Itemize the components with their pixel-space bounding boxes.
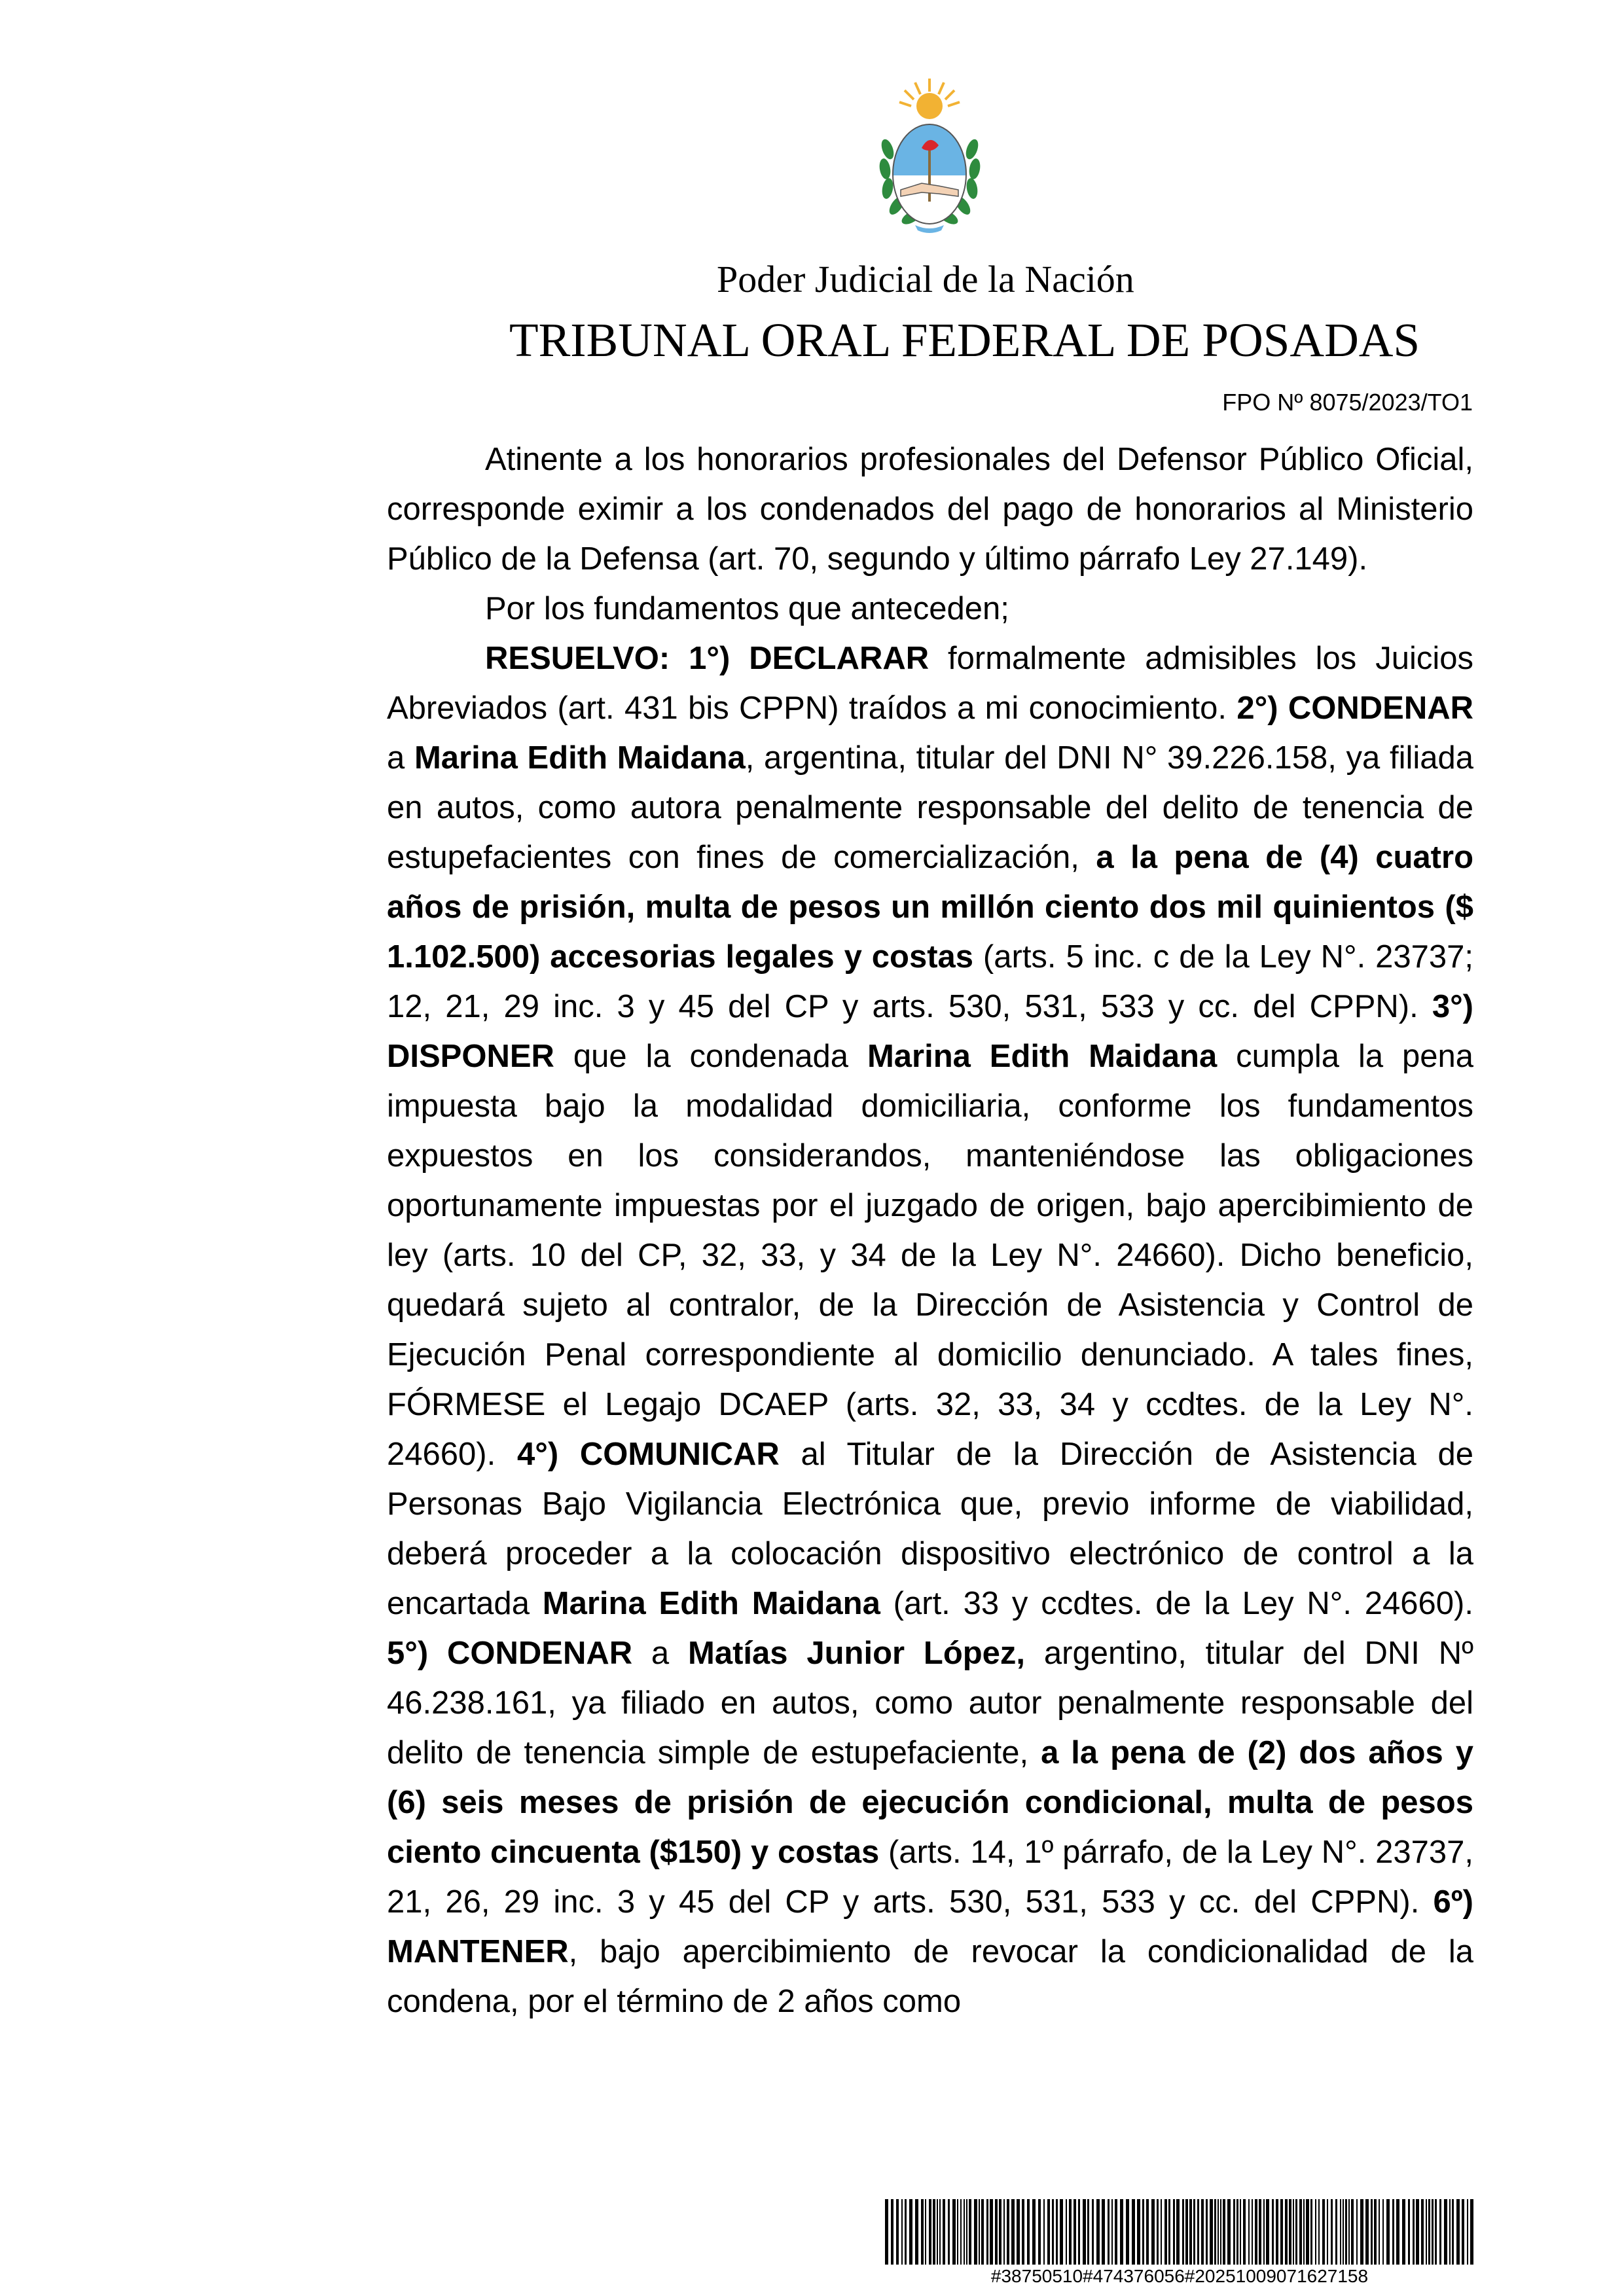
paragraph-fees: Atinente a los honorarios profesionales del Defensor Público Oficial, corresponde eximir a los condenados del pago de honorarios al Ministerio Público de la Defensa (art. 70, segundo y último párrafo Ley 27.149). — [387, 442, 1473, 577]
bold-segment: Marina Edith Maidana — [542, 1586, 880, 1621]
bold-segment: 5°) CONDENAR — [387, 1636, 633, 1671]
bold-segment: 4°) COMUNICAR — [516, 1437, 780, 1472]
text-segment: (arts. 5 inc. c de la Ley N°. 23737; 12, 21, 29 inc. 3 y 45 del CP y arts. 530, 531, 533 y cc. del CPPN). — [387, 939, 1473, 1024]
text-segment: , bajo apercibimiento de revocar la condicionalidad de la condena, por el término de 2 años como — [387, 1934, 1473, 2019]
bold-segment: RESUELVO: 1°) DECLARAR — [485, 641, 929, 676]
bold-segment: 6º) MANTENER — [387, 1884, 1473, 1969]
text-segment: cumpla la pena impuesta bajo la modalidad domiciliaria, conforme los fundamentos expuestos en los considerandos, manteniéndose las obligaciones oportunamente impuestas por el juzgado de origen, bajo apercibimiento de ley (arts. 10 del CP, 32, 33, y 34 de la Ley N°. 24660). Dicho beneficio, quedará sujeto al contralor, de la Dirección de Asistencia y Control de Ejecución Penal correspondiente al domicilio denunciado. A tales fines, FÓRMESE el Legajo DCAEP (arts. 32, 33, 34 y ccdtes. de la Ley N°. 24660). — [387, 1039, 1474, 1472]
argentina-coat-of-arms-icon — [876, 77, 984, 234]
bold-segment: a la pena de (2) dos años y (6) seis meses de prisión de ejecución condicional, multa de pesos ciento cincuenta ($150) y costas — [387, 1735, 1473, 1870]
barcode-icon — [885, 2199, 1474, 2265]
text-segment: (art. 33 y ccdtes. de la Ley N°. 24660). — [880, 1586, 1473, 1621]
text-segment: al Titular de la Dirección de Asistencia de Personas Bajo Vigilancia Electrónica que, previo informe de viabilidad, deberá proceder a la colocación dispositivo electrónico de control a la encartada — [387, 1437, 1473, 1621]
bold-segment: 3°) DISPONER — [387, 989, 1473, 1074]
document-body — [387, 435, 1473, 2026]
text-segment: formalmente admisibles los Juicios Abreviados (art. 431 bis CPPN) traídos a mi conocimiento. — [387, 641, 1473, 726]
text-segment: argentino, titular del DNI Nº 46.238.161, ya filiado en autos, como autor penalmente responsable del delito de tenencia simple de estupefaciente, — [387, 1636, 1473, 1770]
tribunal-heading: TRIBUNAL ORAL FEDERAL DE POSADAS — [509, 314, 1420, 367]
paragraph-grounds: Por los fundamentos que anteceden; — [485, 591, 1009, 626]
text-segment: (arts. 14, 1º párrafo, de la Ley N°. 23737, 21, 26, 29 inc. 3 y 45 del CP y arts. 530, 531, 533 y cc. del CPPN). — [387, 1835, 1473, 1920]
case-number: FPO Nº 8075/2023/TO1 — [1222, 389, 1473, 416]
paragraph-resolution — [387, 634, 1473, 2026]
barcode-number: #38750510#474376056#20251009071627158 — [990, 2266, 1369, 2286]
bold-segment: Marina Edith Maidana — [414, 740, 746, 776]
bold-segment: Matías Junior López, — [688, 1636, 1026, 1671]
bold-segment: Marina Edith Maidana — [867, 1039, 1218, 1074]
institution-heading: Poder Judicial de la Nación — [717, 258, 1134, 300]
text-segment: que la condenada — [554, 1039, 867, 1074]
text-segment: a — [387, 740, 414, 776]
bold-segment: a la pena de (4) cuatro años de prisión, multa de pesos un millón ciento dos mil quinientos ($ 1.102.500) accesorias legales y costas — [387, 840, 1473, 975]
bold-segment: 2°) CONDENAR — [1236, 691, 1473, 726]
text-segment: , argentina, titular del DNI N° 39.226.158, ya filiada en autos, como autora penalmente responsable del delito de tenencia de estupefacientes con fines de comercialización, — [387, 740, 1473, 875]
text-segment: a — [632, 1636, 689, 1671]
